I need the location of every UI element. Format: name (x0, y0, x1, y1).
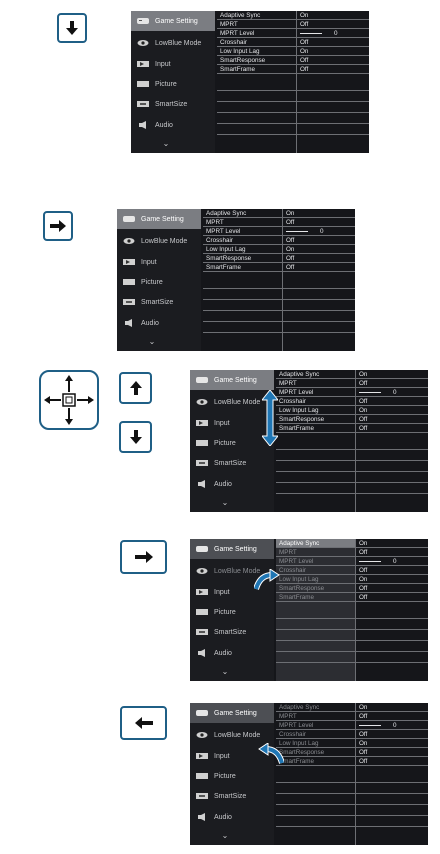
setting-value: Off (359, 593, 368, 601)
empty-row (276, 450, 428, 461)
setting-label: Low Input Lag (220, 47, 260, 55)
sidebar-item-audio[interactable] (131, 115, 215, 135)
settings-grid (217, 11, 369, 153)
empty-row (276, 783, 428, 794)
setting-row-smartresponse[interactable] (276, 415, 428, 424)
down-key[interactable] (119, 421, 152, 453)
chevron-down-icon[interactable]: ⌄ (148, 336, 156, 346)
setting-value: Off (359, 748, 368, 756)
sidebar-item-label: SmartSize (214, 792, 247, 800)
setting-row-crosshair[interactable] (276, 397, 428, 406)
setting-row-low-input-lag[interactable] (276, 739, 428, 748)
sidebar-item-label: Game Setting (214, 709, 257, 717)
chevron-down-icon[interactable]: ⌄ (221, 666, 229, 676)
sidebar-item-label: Input (155, 60, 171, 68)
eye-icon (196, 731, 208, 739)
osd-menu-2 (117, 209, 355, 351)
chevron-down-icon[interactable]: ⌄ (221, 497, 229, 507)
sidebar-item-smartsize[interactable] (190, 622, 274, 642)
sidebar-item-label: Picture (214, 608, 236, 616)
setting-value: 0 (320, 227, 324, 235)
sidebar-item-smartsize[interactable] (190, 786, 274, 806)
input-icon (123, 258, 135, 266)
setting-value: Off (286, 254, 295, 262)
mprt-level-slider[interactable] (300, 33, 322, 34)
chevron-down-icon[interactable]: ⌄ (221, 830, 229, 840)
empty-row (276, 766, 428, 783)
setting-row-smartframe[interactable] (217, 65, 369, 74)
sidebar-item-audio[interactable] (190, 643, 274, 663)
eye-icon (137, 39, 149, 47)
osd-menu-1 (131, 11, 369, 153)
sidebar-item-label: LowBlue Mode (141, 237, 188, 245)
empty-row (217, 102, 369, 113)
setting-label: Adaptive Sync (220, 11, 261, 19)
setting-label: MPRT Level (279, 721, 314, 729)
setting-row-adaptive-sync[interactable] (276, 539, 428, 548)
setting-label: MPRT (220, 20, 238, 28)
sidebar-item-label: SmartSize (214, 459, 247, 467)
game-controller-icon (196, 709, 208, 717)
arrow-up-icon (129, 380, 143, 396)
sidebar-item-label: Audio (214, 649, 232, 657)
empty-row (276, 433, 428, 450)
left-key[interactable] (120, 706, 167, 740)
smartsize-icon (137, 100, 149, 108)
setting-label: MPRT Level (279, 557, 314, 565)
setting-label: Low Input Lag (206, 245, 246, 253)
setting-value: Off (359, 566, 368, 574)
empty-row (276, 483, 428, 494)
picture-icon (196, 608, 208, 616)
sidebar-item-game-setting[interactable] (131, 11, 215, 31)
setting-value: 0 (393, 388, 397, 396)
speaker-icon (123, 319, 135, 327)
sidebar-item-picture[interactable] (131, 74, 215, 94)
input-icon (137, 60, 149, 68)
setting-value: Off (300, 65, 309, 73)
curved-arrow-left-icon (258, 743, 284, 765)
sidebar-item-game-setting[interactable] (117, 209, 201, 229)
sidebar-item-label: Input (214, 752, 230, 760)
settings-grid (276, 539, 428, 681)
empty-row (276, 816, 428, 827)
picture-icon (196, 439, 208, 447)
setting-label: Adaptive Sync (279, 539, 320, 547)
setting-value: On (286, 209, 295, 217)
up-key[interactable] (119, 372, 152, 404)
sidebar-item-label: Picture (141, 278, 163, 286)
directional-arrows-icon (41, 372, 97, 428)
setting-value: Off (300, 38, 309, 46)
sidebar-item-audio[interactable] (117, 313, 201, 333)
setting-value: Off (359, 548, 368, 556)
picture-icon (137, 80, 149, 88)
sidebar-item-label: SmartSize (214, 628, 247, 636)
mprt-level-slider[interactable] (359, 561, 381, 562)
game-controller-icon (196, 376, 208, 384)
sidebar-item-label: Audio (155, 121, 173, 129)
sidebar-item-lowblue-mode[interactable] (117, 231, 201, 251)
input-icon (196, 419, 208, 427)
right-key[interactable] (43, 211, 73, 241)
curved-arrow-right-icon (254, 569, 280, 591)
setting-row-crosshair[interactable] (276, 730, 428, 739)
game-controller-icon (123, 215, 135, 223)
osd-sidebar (117, 209, 201, 351)
empty-row (217, 91, 369, 102)
setting-row-low-input-lag[interactable] (217, 47, 369, 56)
sidebar-item-label: SmartSize (155, 100, 188, 108)
eye-icon (196, 398, 208, 406)
empty-row (203, 289, 355, 300)
setting-label: Crosshair (206, 236, 233, 244)
sidebar-item-label: Input (214, 588, 230, 596)
sidebar-item-input[interactable] (131, 54, 215, 74)
sidebar-item-lowblue-mode[interactable] (190, 725, 274, 745)
setting-value: On (359, 370, 368, 378)
setting-row-smartframe[interactable] (276, 424, 428, 433)
empty-row (276, 805, 428, 816)
setting-label: MPRT Level (279, 388, 314, 396)
arrow-down-icon (65, 20, 79, 36)
empty-row (276, 602, 428, 619)
empty-row (203, 300, 355, 311)
empty-row (276, 641, 428, 652)
setting-row-adaptive-sync[interactable] (276, 370, 428, 379)
sidebar-item-game-setting[interactable] (190, 539, 274, 559)
sidebar-item-game-setting[interactable] (190, 370, 274, 390)
game-controller-icon (196, 545, 208, 553)
setting-value: Off (359, 712, 368, 720)
setting-row-smartframe[interactable] (276, 757, 428, 766)
sidebar-item-label: LowBlue Mode (214, 731, 261, 739)
sidebar-item-label: Game Setting (214, 545, 257, 553)
setting-value: Off (286, 236, 295, 244)
arrow-right-icon (49, 220, 67, 232)
setting-row-low-input-lag[interactable] (276, 575, 428, 584)
setting-value: On (300, 11, 309, 19)
setting-label: SmartFrame (279, 424, 314, 432)
setting-row-smartframe[interactable] (203, 263, 355, 272)
setting-label: SmartFrame (279, 757, 314, 765)
directional-pad[interactable] (39, 370, 99, 430)
speaker-icon (196, 649, 208, 657)
input-icon (196, 752, 208, 760)
setting-value: Off (300, 20, 309, 28)
setting-value: 0 (334, 29, 338, 37)
setting-row-low-input-lag[interactable] (203, 245, 355, 254)
setting-row-adaptive-sync[interactable] (203, 209, 355, 218)
setting-row-mprt-level[interactable] (217, 29, 369, 38)
sidebar-item-label: Game Setting (214, 376, 257, 384)
setting-label: MPRT (206, 218, 224, 226)
setting-label: Adaptive Sync (206, 209, 247, 217)
empty-row (203, 322, 355, 333)
eye-icon (196, 567, 208, 575)
setting-label: SmartResponse (279, 415, 325, 423)
setting-value: Off (359, 397, 368, 405)
chevron-down-icon[interactable]: ⌄ (162, 138, 170, 148)
setting-value: On (359, 739, 368, 747)
setting-label: SmartResponse (206, 254, 252, 262)
osd-sidebar (131, 11, 215, 153)
smartsize-icon (196, 628, 208, 636)
setting-label: Low Input Lag (279, 406, 319, 414)
empty-row (276, 461, 428, 472)
setting-value: On (300, 47, 309, 55)
sidebar-item-label: Input (214, 419, 230, 427)
setting-row-crosshair[interactable] (217, 38, 369, 47)
setting-value: Off (359, 379, 368, 387)
mprt-level-slider[interactable] (286, 231, 308, 232)
setting-row-crosshair[interactable] (203, 236, 355, 245)
eye-icon (123, 237, 135, 245)
setting-row-mprt-level[interactable] (276, 721, 428, 730)
input-icon (196, 588, 208, 596)
sidebar-item-label: Picture (214, 772, 236, 780)
setting-label: SmartFrame (279, 593, 314, 601)
setting-value: Off (359, 424, 368, 432)
empty-row (276, 794, 428, 805)
setting-value: On (359, 575, 368, 583)
sidebar-item-label: LowBlue Mode (214, 567, 261, 575)
setting-label: SmartFrame (206, 263, 241, 271)
setting-row-smartresponse[interactable] (276, 748, 428, 757)
empty-row (276, 619, 428, 630)
setting-row-adaptive-sync[interactable] (217, 11, 369, 20)
arrow-left-icon (134, 717, 154, 729)
setting-row-mprt-level[interactable] (203, 227, 355, 236)
setting-value: Off (286, 263, 295, 271)
osd-menu-5 (190, 703, 428, 845)
sidebar-item-game-setting[interactable] (190, 703, 274, 723)
sidebar-item-picture[interactable] (117, 272, 201, 292)
down-key[interactable] (57, 13, 87, 43)
mprt-level-slider[interactable] (359, 392, 381, 393)
setting-row-mprt[interactable] (276, 379, 428, 388)
setting-value: Off (359, 415, 368, 423)
setting-label: MPRT (279, 379, 297, 387)
setting-row-mprt[interactable] (203, 218, 355, 227)
sidebar-item-label: Picture (214, 439, 236, 447)
double-arrow-vertical-icon (262, 390, 278, 446)
empty-row (217, 124, 369, 135)
setting-label: Crosshair (220, 38, 247, 46)
sidebar-item-lowblue-mode[interactable] (131, 33, 215, 53)
sidebar-item-label: LowBlue Mode (214, 398, 261, 406)
osd-sidebar (190, 539, 274, 681)
setting-value: On (359, 406, 368, 414)
settings-grid (276, 370, 428, 512)
sidebar-item-label: Audio (141, 319, 159, 327)
settings-grid (276, 703, 428, 845)
setting-row-mprt[interactable] (276, 712, 428, 721)
arrow-right-icon (134, 551, 154, 563)
setting-value: Off (359, 730, 368, 738)
setting-row-adaptive-sync[interactable] (276, 703, 428, 712)
sidebar-item-input[interactable] (117, 252, 201, 272)
osd-menu-3 (190, 370, 428, 512)
sidebar-item-smartsize[interactable] (131, 94, 215, 114)
setting-value: On (359, 539, 368, 547)
setting-value: Off (359, 584, 368, 592)
speaker-icon (196, 480, 208, 488)
setting-row-low-input-lag[interactable] (276, 406, 428, 415)
sidebar-item-picture[interactable] (190, 602, 274, 622)
sidebar-item-label: SmartSize (141, 298, 174, 306)
setting-row-mprt-level[interactable] (276, 557, 428, 566)
smartsize-icon (196, 792, 208, 800)
setting-row-crosshair[interactable] (276, 566, 428, 575)
smartsize-icon (123, 298, 135, 306)
sidebar-item-picture[interactable] (190, 766, 274, 786)
sidebar-item-smartsize[interactable] (190, 453, 274, 473)
setting-label: Low Input Lag (279, 575, 319, 583)
sidebar-item-label: Game Setting (155, 17, 198, 25)
speaker-icon (137, 121, 149, 129)
setting-row-mprt-level[interactable] (276, 388, 428, 397)
setting-row-smartresponse[interactable] (276, 584, 428, 593)
setting-value: Off (359, 757, 368, 765)
setting-row-smartresponse[interactable] (203, 254, 355, 263)
picture-icon (196, 772, 208, 780)
setting-row-smartframe[interactable] (276, 593, 428, 602)
setting-value: Off (300, 56, 309, 64)
setting-value: On (359, 703, 368, 711)
setting-row-mprt[interactable] (276, 548, 428, 557)
mprt-level-slider[interactable] (359, 725, 381, 726)
speaker-icon (196, 813, 208, 821)
setting-value: 0 (393, 721, 397, 729)
setting-label: MPRT (279, 712, 297, 720)
sidebar-item-audio[interactable] (190, 474, 274, 494)
setting-label: MPRT Level (206, 227, 241, 235)
right-key[interactable] (120, 540, 167, 574)
empty-row (276, 472, 428, 483)
setting-label: Adaptive Sync (279, 370, 320, 378)
osd-sidebar (190, 703, 274, 845)
sidebar-item-label: Audio (214, 480, 232, 488)
sidebar-item-label: Input (141, 258, 157, 266)
setting-label: Low Input Lag (279, 739, 319, 747)
game-controller-icon (137, 17, 149, 25)
sidebar-item-smartsize[interactable] (117, 292, 201, 312)
settings-grid (203, 209, 355, 351)
sidebar-item-label: Picture (155, 80, 177, 88)
setting-value: On (286, 245, 295, 253)
setting-label: Crosshair (279, 397, 306, 405)
setting-label: Adaptive Sync (279, 703, 320, 711)
empty-row (203, 311, 355, 322)
setting-label: Crosshair (279, 566, 306, 574)
osd-menu-4 (190, 539, 428, 681)
sidebar-item-label: Audio (214, 813, 232, 821)
arrow-down-icon (129, 429, 143, 445)
setting-value: 0 (393, 557, 397, 565)
smartsize-icon (196, 459, 208, 467)
setting-label: SmartResponse (279, 584, 325, 592)
setting-label: SmartResponse (220, 56, 266, 64)
setting-value: Off (286, 218, 295, 226)
sidebar-item-label: Game Setting (141, 215, 184, 223)
setting-label: SmartResponse (279, 748, 325, 756)
empty-row (217, 113, 369, 124)
setting-label: Crosshair (279, 730, 306, 738)
setting-label: MPRT Level (220, 29, 255, 37)
setting-row-smartresponse[interactable] (217, 56, 369, 65)
empty-row (203, 272, 355, 289)
setting-label: SmartFrame (220, 65, 255, 73)
empty-row (217, 74, 369, 91)
setting-row-mprt[interactable] (217, 20, 369, 29)
empty-row (276, 652, 428, 663)
sidebar-item-audio[interactable] (190, 807, 274, 827)
empty-row (276, 630, 428, 641)
sidebar-item-label: LowBlue Mode (155, 39, 202, 47)
setting-label: MPRT (279, 548, 297, 556)
picture-icon (123, 278, 135, 286)
